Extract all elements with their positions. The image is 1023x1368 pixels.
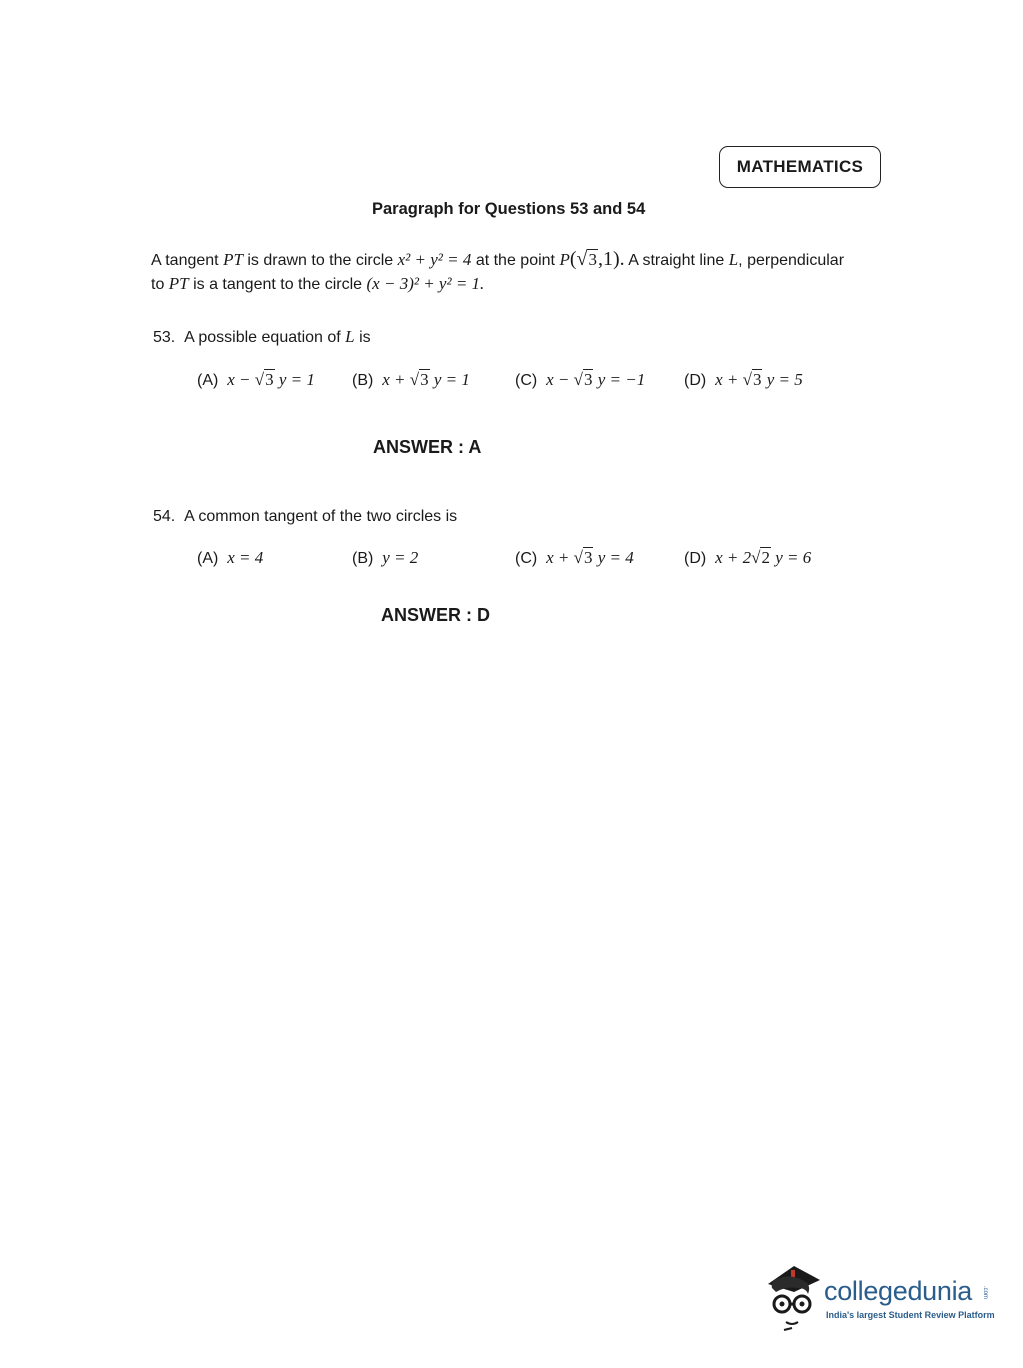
option-radicand: 3 (752, 370, 762, 389)
option-label: (C) (515, 550, 538, 567)
math-var: P (559, 250, 570, 269)
option-math: x − √ (546, 370, 583, 389)
question-text: A possible equation of (184, 329, 346, 346)
question-53-stem (153, 325, 371, 350)
math-var: L (345, 327, 355, 346)
option-label: (C) (515, 372, 538, 389)
q54-option-d[interactable] (684, 546, 811, 571)
option-math: y = 6 (770, 548, 812, 567)
question-number: 54. (153, 508, 176, 525)
text-run: is a tangent to the circle (188, 276, 367, 293)
question-number: 53. (153, 329, 176, 346)
q53-option-d[interactable] (684, 368, 803, 393)
paragraph-line-2 (151, 272, 484, 297)
option-math: y = 4 (593, 548, 634, 567)
option-radicand: 3 (265, 370, 274, 389)
option-label: (B) (352, 372, 374, 389)
option-label: (D) (684, 372, 707, 389)
math-point: (√ (569, 248, 588, 270)
text-run: to (151, 276, 169, 293)
math-point: ,1). (597, 248, 625, 270)
text-run: is drawn to the circle (242, 252, 398, 269)
option-math: x = 4 (227, 548, 264, 567)
q54-option-b[interactable] (352, 546, 418, 571)
option-math: y = 2 (382, 548, 419, 567)
q54-answer: ANSWER : D (381, 605, 490, 625)
option-math: y = 1 (429, 370, 470, 389)
text-run: A straight line (624, 252, 729, 269)
option-radicand: 3 (583, 370, 593, 389)
option-math: x + 2√ (715, 548, 761, 567)
logo-wordmark: collegedunia (824, 1276, 973, 1306)
paragraph-title: Paragraph for Questions 53 and 54 (372, 200, 646, 218)
option-math: x + √ (546, 548, 583, 567)
option-label: (D) (684, 550, 707, 567)
text-run: at the point (471, 252, 560, 269)
q53-answer: ANSWER : A (373, 437, 482, 457)
math-var: L (728, 250, 739, 269)
paragraph-line-1 (151, 247, 844, 273)
text-run: A tangent (151, 252, 224, 269)
collegedunia-mascot-icon (762, 1262, 824, 1334)
option-label: (B) (352, 550, 374, 567)
q54-option-c[interactable] (515, 546, 634, 571)
subject-label: MATHEMATICS (736, 157, 864, 176)
q53-option-c[interactable] (515, 368, 645, 393)
option-radicand: 3 (420, 370, 429, 389)
option-label: (A) (197, 550, 219, 567)
text-run: , perpendicular (738, 252, 845, 269)
logo-tagline: India's largest Student Review Platform (826, 1310, 995, 1320)
q54-option-a[interactable] (197, 546, 263, 571)
option-radicand: 2 (761, 548, 770, 567)
option-math: x − √ (227, 370, 265, 389)
option-label: (A) (197, 372, 219, 389)
math-equation: x² + y² = 4 (397, 250, 472, 269)
option-math: x + √ (382, 370, 420, 389)
question-text: is (354, 329, 371, 346)
math-var: PT (168, 274, 189, 293)
option-math: y = −1 (593, 370, 646, 389)
option-math: y = 5 (762, 370, 803, 389)
math-var: PT (223, 250, 243, 269)
logo-suffix: .com (982, 1286, 988, 1300)
q53-option-a[interactable] (197, 368, 315, 393)
option-radicand: 3 (583, 548, 593, 567)
math-equation: (x − 3)² + y² = 1. (366, 274, 485, 293)
option-math: x + √ (715, 370, 752, 389)
q53-option-b[interactable] (352, 368, 470, 393)
subject-badge (719, 146, 881, 188)
option-math: y = 1 (274, 370, 315, 389)
math-radicand: 3 (588, 250, 597, 269)
question-54-stem (153, 505, 457, 529)
question-text: A common tangent of the two circles is (184, 508, 458, 525)
